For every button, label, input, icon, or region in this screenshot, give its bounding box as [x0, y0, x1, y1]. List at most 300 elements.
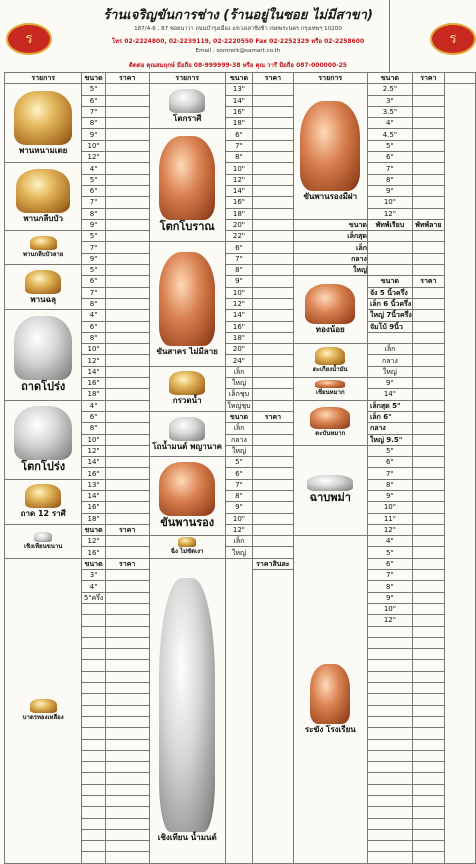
- product-photo: [178, 537, 196, 547]
- price-cell: [253, 163, 293, 174]
- size-cell: 5": [82, 84, 105, 95]
- size-cell: 10": [225, 163, 252, 174]
- size-cell: 3": [82, 570, 105, 581]
- price-cell: [105, 434, 149, 445]
- column-header: ขนาด: [225, 73, 252, 84]
- size-cell: 9": [225, 276, 252, 287]
- blank-cell: [412, 796, 444, 807]
- blank-cell: [105, 626, 149, 637]
- blank-cell: [82, 683, 105, 694]
- size-cell: 10": [82, 344, 105, 355]
- price-cell: [105, 298, 149, 309]
- price-cell: [253, 242, 293, 253]
- column-header: พัทพ์เรียบ: [367, 219, 412, 230]
- blank-cell: [105, 829, 149, 840]
- product-cell-1: [5, 84, 82, 163]
- price-cell: [253, 479, 293, 490]
- price-cell: [253, 298, 293, 309]
- blank-cell: [105, 818, 149, 829]
- blank-cell: [82, 728, 105, 739]
- size-cell: 7": [225, 253, 252, 264]
- price-cell: [412, 558, 444, 569]
- size-cell: 18": [82, 389, 105, 400]
- price-cell: [105, 174, 149, 185]
- size-cell: 5": [82, 265, 105, 276]
- product-cell-mortar: [293, 400, 367, 445]
- price-cell: [105, 129, 149, 140]
- product-name: พานกลีบบัว: [23, 214, 63, 224]
- column-header: ราคา: [105, 558, 149, 569]
- blank-cell: [412, 807, 444, 818]
- column-header: ขนาด: [82, 558, 105, 569]
- size-cell: 12": [367, 524, 412, 535]
- size-cell: 7": [82, 242, 105, 253]
- size-cell: 9": [367, 490, 412, 501]
- price-cell: [412, 84, 444, 95]
- blank-cell: [412, 750, 444, 761]
- blank-cell: [225, 558, 252, 863]
- price-cell: [105, 457, 149, 468]
- product-cell-1: [149, 84, 225, 129]
- price-cell: [105, 253, 149, 264]
- blank-cell: [82, 784, 105, 795]
- logo-text: ร: [449, 31, 457, 47]
- product-name: พานหนามเตย: [19, 145, 68, 155]
- blank-cell: [444, 84, 475, 863]
- price-cell: [253, 524, 293, 535]
- price-cell: [253, 457, 293, 468]
- blank-cell: [367, 773, 412, 784]
- size-cell: 4": [82, 581, 105, 592]
- size-cell: 6": [225, 242, 252, 253]
- size-cell: 6": [367, 558, 412, 569]
- blank-cell: [367, 705, 412, 716]
- blank-cell: [367, 829, 412, 840]
- blank-cell: [105, 750, 149, 761]
- blank-cell: [82, 637, 105, 648]
- product-name: บาตรทองเหลือง: [22, 714, 64, 722]
- blank-cell: [412, 649, 444, 660]
- size-cell: 18": [225, 332, 252, 343]
- price-cell: [412, 457, 444, 468]
- price-cell: [253, 253, 293, 264]
- product-photo: [30, 699, 57, 713]
- size-cell: 9": [82, 129, 105, 140]
- blank-cell: [367, 818, 412, 829]
- size-cell: 3.5": [367, 106, 412, 117]
- blank-cell: [412, 716, 444, 727]
- size-cell: 7": [225, 140, 252, 151]
- blank-cell: [367, 796, 412, 807]
- price-cell: [253, 434, 293, 445]
- product-cell-8: [149, 558, 225, 863]
- column-header: ราคา: [253, 73, 293, 84]
- price-cell: [105, 208, 149, 219]
- header: [0, 0, 476, 72]
- price-cell: [105, 106, 149, 117]
- shop-name: ร้านเจริญขันการช่าง (ร้านอยู่ในซอย ไม่มีสาขา): [103, 8, 373, 23]
- blank-cell: [82, 603, 105, 614]
- size-cell: 14": [225, 310, 252, 321]
- price-cell: [105, 366, 149, 377]
- logo-text: ร: [25, 31, 33, 47]
- price-cell: [105, 231, 149, 242]
- price-cell: [253, 106, 293, 117]
- size-cell: 14": [225, 185, 252, 196]
- size-cell: 20": [225, 344, 252, 355]
- price-cell: [253, 219, 293, 230]
- price-cell: [105, 389, 149, 400]
- blank-cell: [105, 796, 149, 807]
- product-name: ตะบันหมาก: [315, 430, 346, 438]
- blank-cell: [367, 660, 412, 671]
- product-name: โถน้ำมนต์ พญานาค: [152, 441, 223, 451]
- size-cell: 6": [82, 185, 105, 196]
- size-cell: 16": [82, 547, 105, 558]
- price-cell: [412, 547, 444, 558]
- size-cell: 7": [367, 163, 412, 174]
- product-cell-candle: [293, 344, 367, 378]
- size-cell: 12": [82, 536, 105, 547]
- size-cell: 18": [225, 208, 252, 219]
- size-cell: 7": [367, 570, 412, 581]
- size-cell: 9": [367, 185, 412, 196]
- product-name: ถาดโปร่ง: [21, 379, 66, 393]
- price-cell: [105, 355, 149, 366]
- product-cell-8: [5, 524, 82, 558]
- price-cell: [412, 411, 444, 422]
- product-photo: [315, 380, 345, 388]
- price-cell: [253, 445, 293, 456]
- price-cell: [412, 174, 444, 185]
- size-cell: กลาง: [367, 423, 412, 434]
- price-cell: [253, 423, 293, 434]
- product-cell-6: [5, 400, 82, 479]
- address: 187/4-6 , 87 ซอยนาวา ถนนบำรุงเมือง แขวงเสาชิงช้า เขตพระนคร กรุงเทพฯ 10200: [134, 26, 342, 32]
- size-cell: 7": [82, 106, 105, 117]
- size-cell: 10": [225, 287, 252, 298]
- blank-cell: [82, 626, 105, 637]
- price-cell: [253, 118, 293, 129]
- blank-cell: [367, 739, 412, 750]
- phones: โทร 02-2224800, 02-2239119, 02-2220550 Fax 02-2252329 หรือ 02-2258600: [111, 38, 365, 45]
- size-cell: 8": [82, 332, 105, 343]
- size-cell: 16": [82, 502, 105, 513]
- price-cell: [105, 479, 149, 490]
- column-header: ขนาด: [82, 524, 105, 535]
- size-cell: 12": [82, 355, 105, 366]
- blank-cell: [412, 818, 444, 829]
- price-cell: [412, 152, 444, 163]
- price-cell: [105, 344, 149, 355]
- size-cell: 10": [367, 502, 412, 513]
- column-header: ราคา: [105, 524, 149, 535]
- size-cell: 4": [367, 118, 412, 129]
- size-cell: 4.5": [367, 129, 412, 140]
- blank-cell: [412, 784, 444, 795]
- blank-cell: [412, 694, 444, 705]
- size-cell: เล็กสุด 5": [367, 400, 412, 411]
- product-photo: [169, 417, 205, 441]
- product-photo: [307, 475, 353, 491]
- price-cell: [105, 411, 149, 422]
- price-cell: [253, 513, 293, 524]
- column-header: ขนาด: [82, 73, 105, 84]
- size-cell: 12": [225, 298, 252, 309]
- product-photo: [30, 236, 57, 250]
- blank-cell: [412, 683, 444, 694]
- size-cell: ใหญ่ 9.5": [367, 434, 412, 445]
- header-right-box: [389, 0, 472, 72]
- blank-cell: [105, 762, 149, 773]
- blank-cell: [105, 649, 149, 660]
- blank-cell: [253, 570, 293, 864]
- size-cell: 6": [82, 321, 105, 332]
- column-header: ขนาด: [367, 73, 412, 84]
- price-cell: [412, 298, 444, 309]
- price-cell: [105, 502, 149, 513]
- size-cell: เล็ก 6 นิ้วครึ่ง: [367, 298, 412, 309]
- blank-cell: [105, 716, 149, 727]
- blank-cell: [82, 671, 105, 682]
- blank-cell: [367, 784, 412, 795]
- column-header: ราคา: [412, 276, 444, 287]
- price-cell: [412, 581, 444, 592]
- price-cell: [105, 536, 149, 547]
- size-cell: เล็ก: [225, 366, 252, 377]
- size-cell: 5": [367, 547, 412, 558]
- price-cell: [105, 276, 149, 287]
- blank-cell: [82, 716, 105, 727]
- blank-cell: [367, 728, 412, 739]
- size-cell: 20": [225, 219, 252, 230]
- column-header: รายการ: [149, 73, 225, 84]
- size-cell: กลาง: [225, 434, 252, 445]
- price-cell: [253, 400, 293, 411]
- price-cell: [105, 265, 149, 276]
- size-cell: 6": [82, 411, 105, 422]
- price-cell: [105, 95, 149, 106]
- blank-cell: [105, 694, 149, 705]
- size-cell: 12": [82, 152, 105, 163]
- blank-cell: [367, 841, 412, 852]
- size-cell: 8": [367, 479, 412, 490]
- blank-cell: [82, 807, 105, 818]
- price-cell: [412, 185, 444, 196]
- product-cell-6: [149, 457, 225, 536]
- size-cell: 7": [367, 468, 412, 479]
- size-cell: 8": [367, 581, 412, 592]
- blank-cell: [105, 739, 149, 750]
- product-name: โตกโบราณ: [159, 220, 215, 234]
- price-cell: [105, 152, 149, 163]
- price-cell: [412, 208, 444, 219]
- size-cell: 6": [367, 457, 412, 468]
- product-photo: [159, 252, 215, 346]
- size-cell: 5": [367, 445, 412, 456]
- size-cell: 8": [225, 152, 252, 163]
- size-cell: เล็กสุด: [293, 231, 367, 242]
- price-cell: [253, 197, 293, 208]
- price-label: ราคาสินละ: [253, 558, 293, 569]
- blank-cell: [105, 615, 149, 626]
- price-cell: [105, 378, 149, 389]
- size-cell: 2.5": [367, 84, 412, 95]
- blank-cell: [412, 671, 444, 682]
- column-header: ขนาด: [225, 411, 252, 422]
- price-cell: [412, 434, 444, 445]
- price-cell: [412, 242, 444, 253]
- blank-cell: [412, 626, 444, 637]
- price-cell: [105, 118, 149, 129]
- product-name: ฉิ่ง ไม่ชัดเงา: [170, 548, 204, 556]
- product-name: ขันพานรองมีฝา: [303, 192, 358, 202]
- product-photo: [310, 664, 350, 724]
- price-cell: [105, 242, 149, 253]
- price-cell: [412, 344, 444, 355]
- size-cell: 8": [82, 423, 105, 434]
- price-cell: [367, 253, 412, 264]
- product-cell-bowl: [293, 84, 367, 220]
- blank-cell: [367, 649, 412, 660]
- size-cell: 7": [82, 287, 105, 298]
- price-cell: [253, 389, 293, 400]
- product-cell-3: [149, 242, 225, 366]
- price-cell: [367, 265, 412, 276]
- size-cell: 24": [225, 355, 252, 366]
- price-cell: [253, 174, 293, 185]
- blank-cell: [82, 694, 105, 705]
- blank-cell: [105, 784, 149, 795]
- size-cell: 14": [225, 95, 252, 106]
- blank-cell: [412, 705, 444, 716]
- product-cell-bell: [293, 536, 367, 864]
- product-name: โตกโปร่ง: [21, 459, 66, 473]
- product-cell-9: [5, 558, 82, 863]
- size-cell: 12": [367, 208, 412, 219]
- blank-cell: [105, 660, 149, 671]
- size-cell: กลาง: [293, 253, 367, 264]
- price-cell: [253, 502, 293, 513]
- blank-cell: [82, 818, 105, 829]
- blank-cell: [367, 716, 412, 727]
- size-cell: 9": [225, 502, 252, 513]
- size-cell: 12": [225, 524, 252, 535]
- price-cell: [253, 185, 293, 196]
- price-cell: [105, 140, 149, 151]
- price-cell: [253, 344, 293, 355]
- blank-cell: [412, 852, 444, 863]
- price-cell: [253, 276, 293, 287]
- product-cell-4: [5, 265, 82, 310]
- product-cell-2: [5, 163, 82, 231]
- price-cell: [253, 536, 293, 547]
- price-table: [4, 72, 476, 864]
- blank-cell: [367, 750, 412, 761]
- size-cell: 6": [225, 468, 252, 479]
- column-header: ราคา: [412, 73, 444, 84]
- column-header: ราคา: [253, 411, 293, 422]
- product-name: ตะเกียงน้ำมัน: [312, 366, 348, 374]
- size-cell: ใหญ่: [225, 378, 252, 389]
- size-cell: เล็ก 6": [367, 411, 412, 422]
- size-cell: 10": [82, 140, 105, 151]
- product-photo: [300, 101, 360, 191]
- product-cell-3: [5, 231, 82, 265]
- blank-cell: [82, 750, 105, 761]
- size-cell: 5": [82, 174, 105, 185]
- blank-cell: [82, 841, 105, 852]
- size-cell: 5": [82, 231, 105, 242]
- price-cell: [105, 84, 149, 95]
- price-cell: [253, 468, 293, 479]
- blank-cell: [367, 762, 412, 773]
- blank-cell: [367, 637, 412, 648]
- size-cell: เล็กชุบ: [225, 389, 252, 400]
- blank-cell: [412, 637, 444, 648]
- blank-cell: [412, 829, 444, 840]
- price-cell: [412, 513, 444, 524]
- price-cell: [412, 231, 444, 242]
- blank-cell: [105, 671, 149, 682]
- blank-cell: [82, 852, 105, 863]
- size-cell: 16": [82, 468, 105, 479]
- column-header: ขนาด: [367, 276, 412, 287]
- blank-cell: [82, 773, 105, 784]
- blank-cell: [412, 660, 444, 671]
- product-photo: [310, 407, 350, 429]
- price-cell: [105, 490, 149, 501]
- product-name: ระฆัง โรงเรียน: [304, 724, 356, 734]
- size-cell: 16": [225, 321, 252, 332]
- price-cell: [253, 152, 293, 163]
- size-cell: ใหญ่: [225, 547, 252, 558]
- size-cell: 10": [82, 434, 105, 445]
- price-cell: [253, 310, 293, 321]
- product-name: โตกราศี: [173, 113, 202, 123]
- size-cell: 6": [82, 276, 105, 287]
- blank-cell: [82, 660, 105, 671]
- size-cell: 16": [82, 378, 105, 389]
- price-cell: [253, 378, 293, 389]
- price-cell: [412, 163, 444, 174]
- size-cell: 12": [367, 615, 412, 626]
- product-cell-cymbal: [293, 445, 367, 535]
- price-cell: [253, 490, 293, 501]
- size-cell: 13": [82, 479, 105, 490]
- price-cell: [253, 332, 293, 343]
- product-name: เชิงเทียน น้ำมนต์: [157, 833, 217, 843]
- product-photo: [25, 270, 61, 294]
- product-name: ถาด 12 ราศี: [20, 509, 66, 519]
- shop-logo-left: [6, 23, 52, 55]
- column-header: ราคา: [105, 73, 149, 84]
- product-cell-set: [293, 276, 367, 344]
- price-cell: [412, 423, 444, 434]
- price-cell: [253, 287, 293, 298]
- price-cell: [105, 400, 149, 411]
- product-photo: [169, 371, 205, 395]
- email: Email : somrerk@samart.co.th: [195, 48, 281, 54]
- product-cell-betel: [293, 378, 367, 401]
- price-cell: [253, 95, 293, 106]
- product-name: ฉาบพม่า: [309, 491, 351, 505]
- size-cell: 11": [367, 513, 412, 524]
- product-photo: [14, 406, 72, 460]
- product-name: เชี่ยนหมาก: [315, 389, 345, 397]
- size-cell: 12": [225, 174, 252, 185]
- product-photo: [16, 169, 70, 213]
